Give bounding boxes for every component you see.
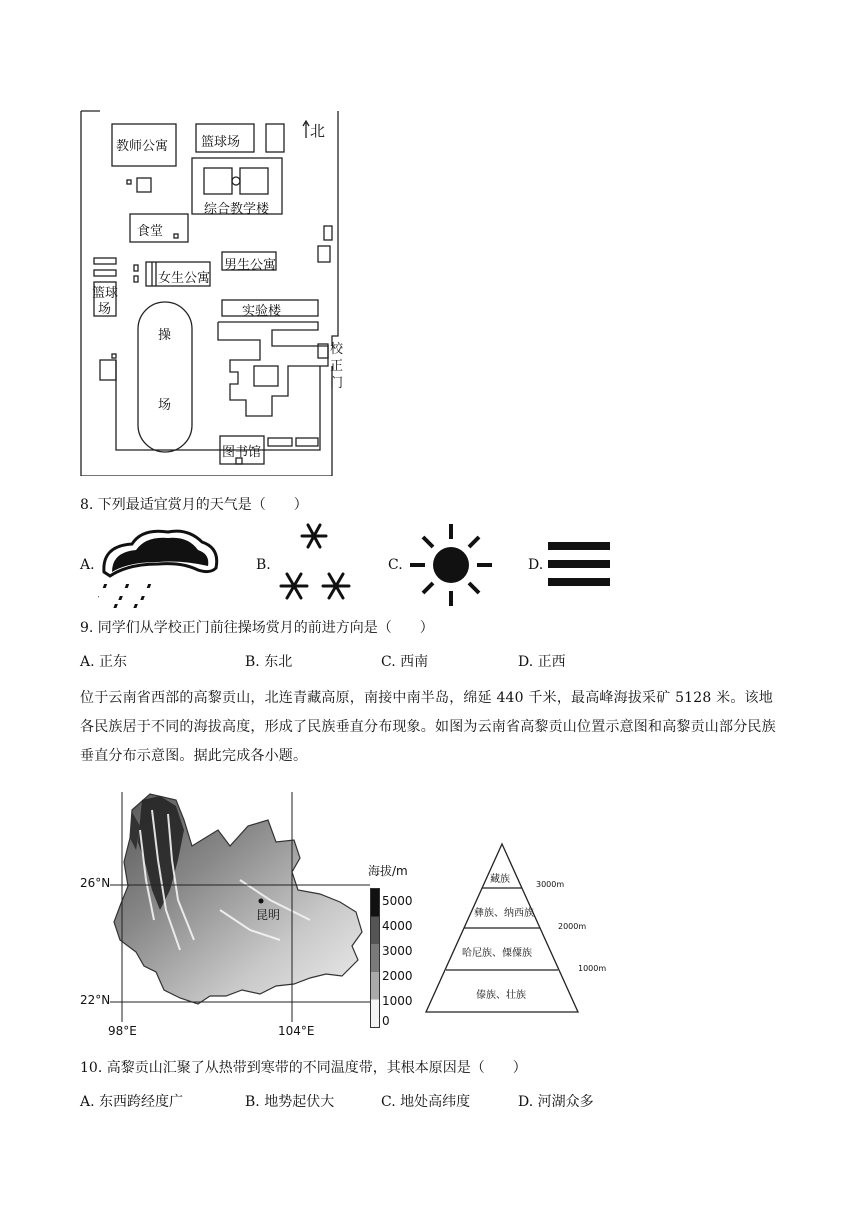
label-teaching-building: 综合教学楼: [204, 202, 270, 217]
legend-tick-1000: 1000: [382, 994, 413, 1008]
tier-yi-naxi: 彝族、纳西族: [474, 908, 534, 919]
label-gate-1: 校: [330, 342, 344, 357]
legend-tick-4000: 4000: [382, 919, 413, 933]
q9-stem: 9. 同学们从学校正门前往操场赏月的前进方向是（ ）: [80, 620, 434, 636]
legend-tick-5000: 5000: [382, 894, 413, 908]
label-basketball-left-2: 场: [98, 302, 112, 317]
reading-passage: 位于云南省西部的高黎贡山，北连青藏高原，南接中南半岛，绵延 440 千米，最高峰海拔采矿 5128 米。该地各民族居于不同的海拔高度，形成了民族垂直分布现象。如图为云南省高黎贡山位置示意图和高黎贡山部分民族垂直分布示意图。据此完成各小题。: [80, 690, 776, 764]
fog-icon: [546, 540, 612, 592]
lon-104e: 104°E: [278, 1024, 315, 1038]
yunnan-map: [80, 790, 420, 1040]
tier-tibetan: 藏族: [490, 874, 510, 885]
lat-22n: 22°N: [80, 993, 111, 1007]
north-label: 北: [310, 122, 326, 140]
q8-option-d-letter: D.: [528, 557, 544, 573]
q9-option-d[interactable]: D. 正西: [518, 654, 566, 670]
label-boys-dorm: 男生公寓: [224, 258, 277, 273]
rain-cloud-icon: [98, 524, 220, 610]
q10-option-b[interactable]: B. 地势起伏大: [245, 1094, 335, 1110]
yunnan-relief: [80, 790, 420, 1040]
campus-map-lines: [80, 110, 360, 476]
q8-option-b-letter: B.: [256, 557, 271, 573]
q8-option-a[interactable]: [80, 524, 220, 610]
q9-option-a[interactable]: A. 正东: [80, 654, 128, 670]
q9-option-b[interactable]: B. 东北: [245, 654, 293, 670]
elev-3000: 3000m: [536, 880, 565, 889]
label-playground-2: 场: [158, 398, 172, 413]
label-playground-1: 操: [158, 328, 172, 343]
q8-option-b[interactable]: [256, 522, 356, 608]
q8-stem: 8. 下列最适宜赏月的天气是（ ）: [80, 497, 308, 513]
label-basketball-left-1: 篮球: [92, 286, 119, 301]
label-library: 图书馆: [222, 445, 262, 460]
ethnic-pyramid: [424, 840, 624, 1016]
sun-icon: [406, 522, 496, 608]
q8-option-c[interactable]: [388, 522, 498, 608]
legend-tick-0: 0: [382, 1014, 390, 1028]
tier-hani-lisu: 哈尼族、傈僳族: [462, 948, 532, 959]
label-gate-3: 门: [330, 376, 344, 391]
label-canteen: 食堂: [137, 224, 164, 239]
q10-stem: 10. 高黎贡山汇聚了从热带到寒带的不同温度带，其根本原因是（ ）: [80, 1060, 527, 1076]
campus-map: [80, 110, 360, 476]
legend-title: 海拔/m: [368, 864, 408, 878]
elev-1000: 1000m: [578, 964, 607, 973]
label-lab: 实验楼: [242, 304, 282, 319]
q8-option-a-letter: A.: [80, 557, 95, 573]
label-basketball-top: 篮球场: [201, 135, 241, 150]
elev-2000: 2000m: [558, 922, 587, 931]
q10-option-c[interactable]: C. 地处高纬度: [381, 1094, 471, 1110]
lat-26n: 26°N: [80, 876, 111, 890]
q9-option-c[interactable]: C. 西南: [381, 654, 429, 670]
legend-tick-3000: 3000: [382, 944, 413, 958]
label-gate-2: 正: [330, 359, 344, 374]
snow-icon: [274, 522, 356, 608]
label-teacher-apartment: 教师公寓: [116, 139, 169, 154]
city-kunming: 昆明: [256, 908, 281, 922]
q10-option-d[interactable]: D. 河湖众多: [518, 1094, 594, 1110]
q8-option-d[interactable]: [528, 536, 618, 596]
lon-98e: 98°E: [108, 1024, 137, 1038]
label-girls-dorm: 女生公寓: [158, 271, 211, 286]
legend-tick-2000: 2000: [382, 969, 413, 983]
q8-option-c-letter: C.: [388, 557, 403, 573]
tier-dai-zhuang: 傣族、壮族: [476, 990, 526, 1001]
q10-option-a[interactable]: A. 东西跨经度广: [80, 1094, 184, 1110]
elevation-legend-bar: [370, 888, 380, 1028]
